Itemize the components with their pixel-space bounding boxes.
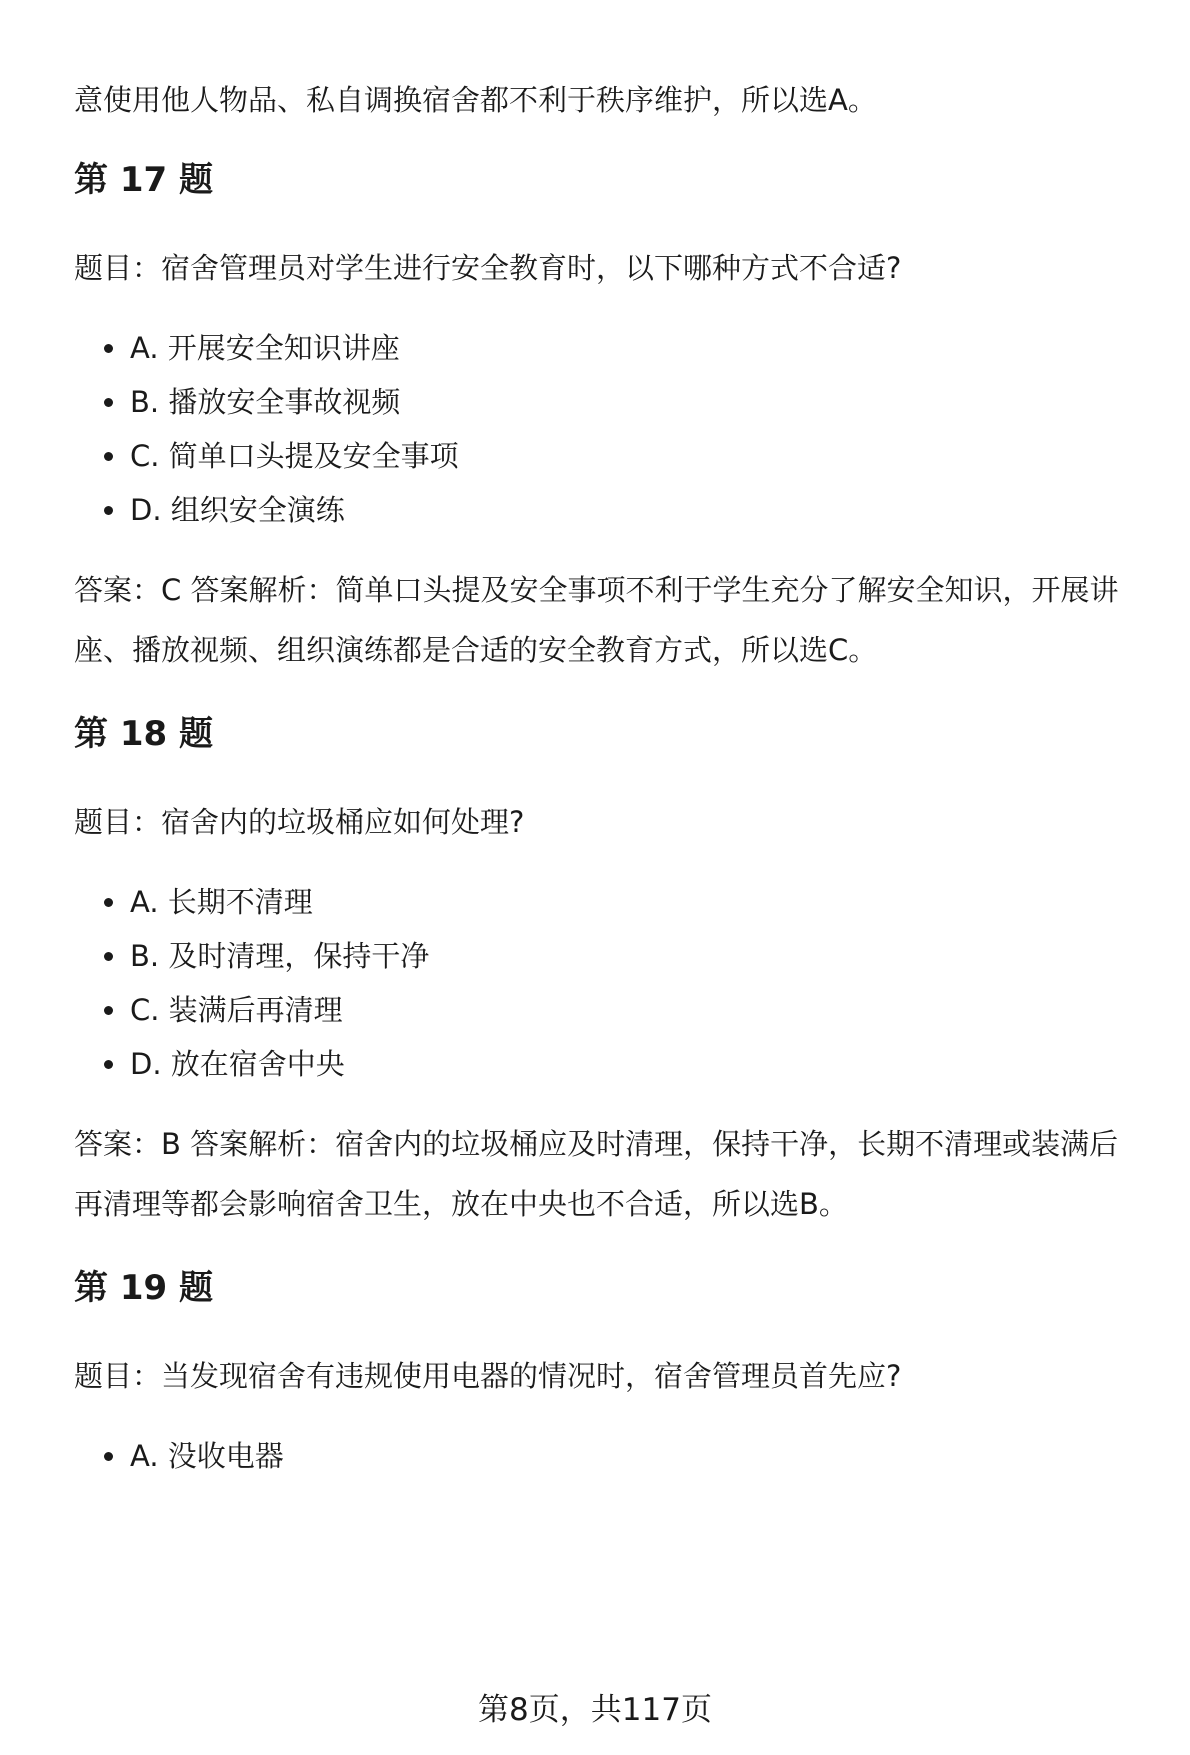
option-item xyxy=(74,980,1164,1034)
option-text: A. 开展安全知识讲座 xyxy=(130,331,400,365)
question-18-text-block xyxy=(74,792,1164,852)
option-text: B. 播放安全事故视频 xyxy=(130,385,401,419)
question-19-text-block xyxy=(74,1346,1164,1406)
option-item xyxy=(74,1426,1164,1480)
explanation-text: 意使用他人物品、私自调换宿舍都不利于秩序维护，所以选A。 xyxy=(74,83,877,117)
bullet-icon xyxy=(104,952,113,961)
option-text: D. 组织安全演练 xyxy=(130,493,345,527)
previous-explanation-tail xyxy=(74,70,1164,130)
option-text: A. 没收电器 xyxy=(130,1439,284,1473)
question-text: 题目：宿舍内的垃圾桶应如何处理? xyxy=(74,805,525,839)
bullet-icon xyxy=(104,1060,113,1069)
question-heading: 第 19 题 xyxy=(74,1268,213,1308)
option-text: D. 放在宿舍中央 xyxy=(130,1047,345,1081)
bullet-icon xyxy=(104,898,113,907)
option-item xyxy=(74,426,1164,480)
question-17-options xyxy=(74,318,1164,534)
question-18-answer xyxy=(74,1114,1164,1234)
bullet-icon xyxy=(104,452,113,461)
question-17-answer xyxy=(74,560,1164,680)
question-18-options xyxy=(74,872,1164,1088)
question-19-options xyxy=(74,1426,1164,1480)
bullet-icon xyxy=(104,1452,113,1461)
bullet-icon xyxy=(104,398,113,407)
option-item xyxy=(74,372,1164,426)
answer-line: 答案：C 答案解析：简单口头提及安全事项不利于学生充分了解安全知识，开展讲 xyxy=(74,573,1119,607)
option-item xyxy=(74,480,1164,534)
question-text: 题目：当发现宿舍有违规使用电器的情况时，宿舍管理员首先应? xyxy=(74,1359,902,1393)
answer-line: 答案：B 答案解析：宿舍内的垃圾桶应及时清理，保持干净，长期不清理或装满后 xyxy=(74,1127,1119,1161)
question-18-heading-block xyxy=(74,704,1164,764)
question-heading: 第 17 题 xyxy=(74,160,213,200)
answer-line: 座、播放视频、组织演练都是合适的安全教育方式，所以选C。 xyxy=(74,633,878,667)
option-text: B. 及时清理，保持干净 xyxy=(130,939,430,973)
question-17-heading-block xyxy=(74,150,1164,210)
option-text: C. 简单口头提及安全事项 xyxy=(130,439,459,473)
option-text: A. 长期不清理 xyxy=(130,885,313,919)
option-item xyxy=(74,926,1164,980)
option-item xyxy=(74,318,1164,372)
page-number-footer: 第8页，共117页 xyxy=(478,1692,712,1728)
option-item xyxy=(74,1034,1164,1088)
bullet-icon xyxy=(104,1006,113,1015)
bullet-icon xyxy=(104,506,113,515)
question-19-heading-block xyxy=(74,1258,1164,1318)
question-17-text-block xyxy=(74,238,1164,298)
answer-line: 再清理等都会影响宿舍卫生，放在中央也不合适，所以选B。 xyxy=(74,1187,848,1221)
question-text: 题目：宿舍管理员对学生进行安全教育时，以下哪种方式不合适? xyxy=(74,251,902,285)
option-text: C. 装满后再清理 xyxy=(130,993,343,1027)
question-heading: 第 18 题 xyxy=(74,714,213,754)
option-item xyxy=(74,872,1164,926)
bullet-icon xyxy=(104,344,113,353)
